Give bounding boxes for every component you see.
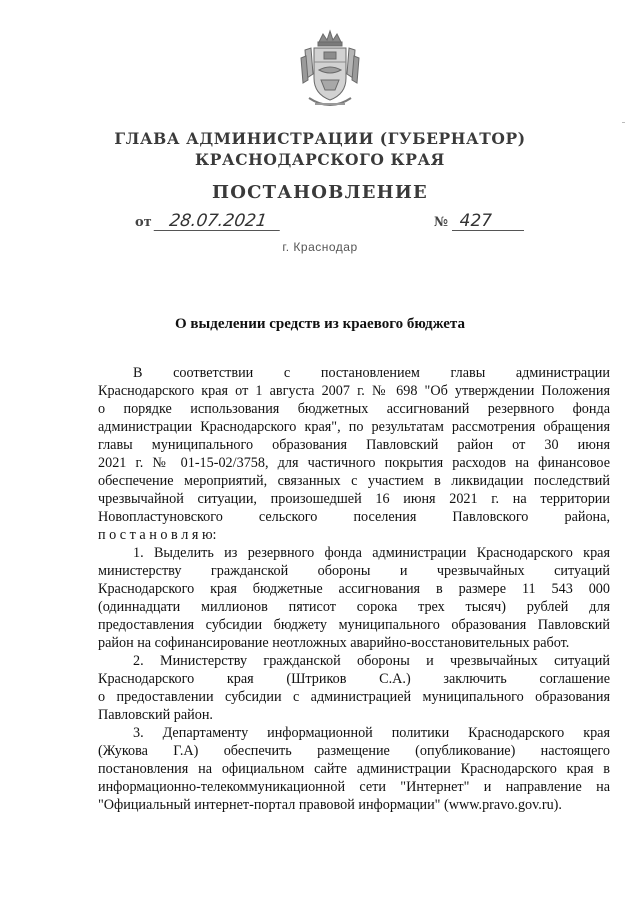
body-line: чрезвычайной ситуации, произошедшей 16 июня 2021 г. на территории [98,491,610,507]
body-line: обеспечение мероприятий, связанных с участием в ликвидации последствий [98,473,610,489]
document-type-heading: ПОСТАНОВЛЕНИЕ [212,182,428,203]
document-date-field [135,212,281,231]
clause-1-line: Краснодарского края бюджетные ассигнования в размере 11 543 000 [98,581,610,597]
clause-3-line: постановления на официальном сайте администрации Краснодарского края в [98,761,610,777]
clause-2-line: 2. Министерству гражданской обороны и чрезвычайных ситуаций [133,653,610,669]
clause-1-line: (одиннадцати миллионов пятисот сорока трех тысяч) рублей для [98,599,610,615]
clause-3-line: "Официальный интернет-портал правовой информации" (www.pravo.gov.ru). [98,797,562,813]
body-line: Новопластуновского сельского поселения Павловского района, [98,509,610,525]
clause-2-line: о предоставлении субсидии с администрацией муниципального образования [98,689,610,705]
authority-title-line-1: ГЛАВА АДМИНИСТРАЦИИ (ГУБЕРНАТОР) [114,129,526,148]
issuing-city: г. Краснодар [282,240,358,254]
clause-3-line: (Жукова Г.А) обеспечить размещение (опубликование) настоящего [98,743,610,759]
clause-1-line: район на софинансирование неотложных аварийно-восстановительных работ. [98,635,570,651]
authority-title-line-2: КРАСНОДАРСКОГО КРАЯ [195,150,445,169]
clause-2-line: Павловский район. [98,707,213,723]
document-number-handwritten: 427 [452,212,524,231]
clause-2-line: Краснодарского края (Штриков С.А.) заключить соглашение [98,671,610,687]
body-line: о порядке использования бюджетных ассигнований резервного фонда [98,401,610,417]
clause-3-line: 3. Департаменту информационной политики Краснодарского края [133,725,610,741]
clause-1-line: предоставления субсидии бюджету муниципального образования Павловский [98,617,610,633]
body-line: администрации Краснодарского края", по результатам рассмотрения обращения [98,419,610,435]
document-date-handwritten: 28.07.2021 [154,212,283,231]
body-line: В соответствии с постановлением главы администрации [133,365,610,381]
clause-3-line: информационно-телекоммуникационной сети "Интернет" и направление на [98,779,610,795]
number-prefix-label: № [434,215,449,230]
body-line: главы муниципального образования Павловский район от 30 июня [98,437,610,453]
clause-1-line: министерству гражданской обороны и чрезвычайных ситуаций [98,563,610,579]
krasnodar-coat-of-arms-icon [297,28,363,114]
body-line: 2021 г. № 01-15-02/3758, для частичного покрытия расходов на финансовое [98,455,610,471]
resolution-word: п о с т а н о в л я ю: [98,527,217,543]
clause-1-line: 1. Выделить из резервного фонда администрации Краснодарского края [133,545,610,561]
document-body [98,364,610,814]
document-title: О выделении средств из краевого бюджета [175,316,465,332]
date-prefix-label: от [135,215,152,230]
body-line: Краснодарского края от 1 августа 2007 г. № 698 "Об утверждении Положения [98,383,610,399]
scan-artifact [622,122,625,123]
document-number-field [434,212,524,231]
